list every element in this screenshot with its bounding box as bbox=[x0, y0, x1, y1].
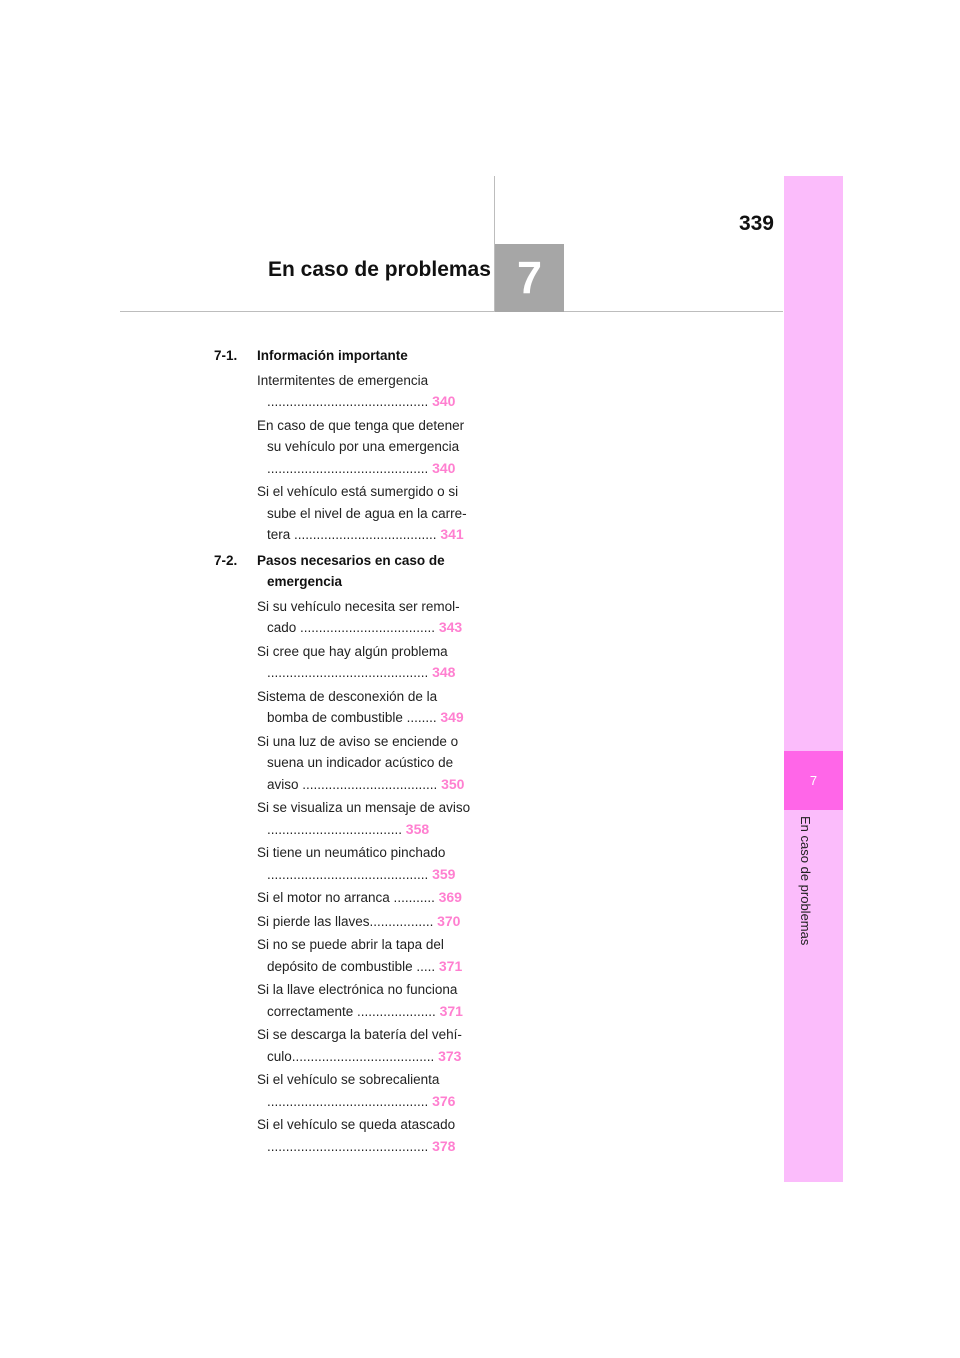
toc-entry-text: Si se descarga la batería del vehí-culo...................................... bbox=[257, 1027, 462, 1064]
toc-entry-page-ref[interactable]: 371 bbox=[439, 1002, 463, 1019]
toc-entry-page-ref[interactable]: 340 bbox=[432, 459, 456, 476]
toc-entry[interactable] bbox=[257, 887, 474, 909]
chapter-number-box: 7 bbox=[495, 244, 564, 312]
toc-entry-page-ref[interactable]: 370 bbox=[437, 912, 461, 929]
toc-entry[interactable] bbox=[257, 979, 474, 1022]
toc-entry[interactable] bbox=[257, 596, 474, 639]
toc-section-title: Información importante bbox=[257, 348, 408, 363]
toc-entry-text: Si tiene un neumático pinchado ........................................... bbox=[257, 845, 446, 882]
toc-entry-page-ref[interactable]: 369 bbox=[438, 889, 462, 905]
toc-entry-page-ref[interactable]: 373 bbox=[438, 1047, 462, 1064]
toc-section bbox=[214, 550, 474, 1158]
toc-entry[interactable] bbox=[257, 481, 474, 546]
toc-entry-page-ref[interactable]: 343 bbox=[438, 619, 463, 635]
toc-entry[interactable] bbox=[257, 641, 474, 684]
toc-entry-page-ref[interactable]: 371 bbox=[438, 957, 463, 974]
toc-section-number: 7-1. bbox=[214, 348, 238, 363]
toc-entry-page-ref[interactable]: 376 bbox=[432, 1092, 456, 1109]
chapter-title: En caso de problemas bbox=[268, 258, 491, 281]
header-horizontal-rule bbox=[120, 311, 783, 312]
toc-entry[interactable] bbox=[257, 934, 474, 977]
toc-entry[interactable] bbox=[257, 415, 474, 480]
toc-entry-text: En caso de que tenga que detener su vehículo por una emergencia ........................................... bbox=[257, 417, 465, 476]
table-of-contents bbox=[214, 345, 474, 1161]
toc-entry[interactable] bbox=[257, 686, 474, 729]
side-tab-number: 7 bbox=[784, 751, 843, 810]
toc-entry-page-ref[interactable]: 340 bbox=[432, 393, 456, 409]
toc-section bbox=[214, 345, 474, 546]
toc-entry-text: Si el vehículo se sobrecalienta ........................................... bbox=[257, 1072, 440, 1109]
toc-entry[interactable] bbox=[257, 1069, 474, 1112]
toc-entry-text: Si el vehículo está sumergido o si sube el nivel de agua en la carre-tera ...................................... bbox=[257, 484, 467, 542]
toc-section-number: 7-2. bbox=[214, 552, 238, 568]
toc-entry-text: Si el motor no arranca ........... bbox=[257, 890, 435, 905]
toc-entry[interactable] bbox=[257, 731, 474, 796]
toc-entry[interactable] bbox=[257, 911, 474, 933]
toc-entry-text: Si su vehículo necesita ser remol-cado .................................... bbox=[257, 598, 460, 635]
toc-entry[interactable] bbox=[257, 842, 474, 885]
toc-entry[interactable] bbox=[257, 370, 474, 413]
page-number: 339 bbox=[738, 212, 774, 235]
toc-entry-text: Si el vehículo se queda atascado ........................................... bbox=[257, 1117, 456, 1154]
toc-entry-page-ref[interactable]: 378 bbox=[432, 1137, 456, 1154]
toc-entry-page-ref[interactable]: 348 bbox=[432, 664, 456, 680]
toc-entry-text: Si pierde las llaves................. bbox=[257, 913, 434, 929]
toc-entry-page-ref[interactable]: 341 bbox=[440, 526, 464, 542]
side-tab-label: En caso de problemas bbox=[798, 816, 813, 946]
toc-section-title: Pasos necesarios en caso de emergencia bbox=[257, 552, 445, 589]
side-tab bbox=[784, 176, 843, 1182]
toc-entry[interactable] bbox=[257, 797, 474, 840]
toc-entry-page-ref[interactable]: 350 bbox=[441, 775, 465, 792]
toc-entry-page-ref[interactable]: 358 bbox=[405, 820, 430, 837]
toc-entry[interactable] bbox=[257, 1024, 474, 1067]
toc-entry-text: Si se visualiza un mensaje de aviso .................................... bbox=[257, 800, 471, 837]
toc-entry-page-ref[interactable]: 349 bbox=[440, 709, 464, 725]
toc-entry-text: Si una luz de aviso se enciende o suena un indicador acústico de aviso .................................... bbox=[257, 733, 459, 792]
toc-entry[interactable] bbox=[257, 1114, 474, 1157]
toc-entry-page-ref[interactable]: 359 bbox=[432, 865, 456, 882]
toc-entry-text: Intermitentes de emergencia ........................................... bbox=[257, 372, 429, 409]
toc-entry-text: Sistema de desconexión de la bomba de combustible ........ bbox=[257, 688, 438, 725]
toc-entry-text: Si cree que hay algún problema ........................................... bbox=[257, 643, 448, 680]
toc-entry-text: Si la llave electrónica no funciona correctamente ..................... bbox=[257, 982, 458, 1019]
toc-entry-text: Si no se puede abrir la tapa del depósito de combustible ..... bbox=[257, 937, 444, 974]
